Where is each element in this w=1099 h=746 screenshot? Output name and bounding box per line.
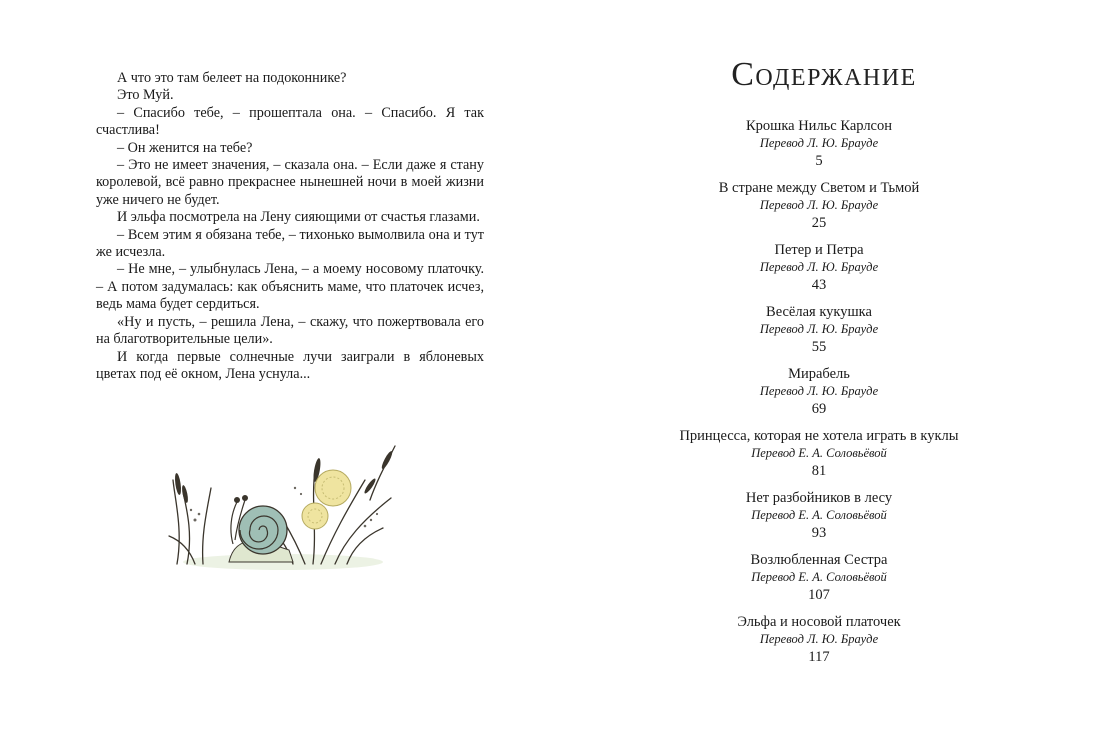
toc-entry-title: Нет разбойников в лесу [745, 490, 893, 506]
toc-entry-page-number: 55 [811, 339, 827, 355]
toc-entry[interactable] [589, 365, 1049, 427]
toc-entry-title: Эльфа и носовой платочек [737, 614, 901, 630]
toc-entry-title: Петер и Петра [774, 242, 864, 258]
toc-title: Содержание [731, 56, 917, 93]
toc-entry-translator: Перевод Л. Ю. Брауде [759, 632, 879, 646]
story-paragraph: – Всем этим я обязана тебе, – тихонько вымолвила она и тут же исчезла. [96, 226, 484, 261]
toc-entry-title: Весёлая кукушка [766, 304, 872, 320]
toc-entry[interactable] [589, 303, 1049, 365]
toc-entry-title: Крошка Нильс Карлсон [745, 118, 893, 134]
toc-entry[interactable] [589, 427, 1049, 489]
toc-entry-translator: Перевод Л. Ю. Брауде [759, 136, 879, 150]
story-paragraph: – Не мне, – улыбнулась Лена, – а моему носовому платочку. – А потом задумалась: как объяснить маме, что платочек исчез, ведь мама будет сердиться. [96, 261, 484, 313]
story-paragraph: – Спасибо тебе, – прошептала она. – Спасибо. Я так счастлива! [96, 104, 484, 139]
story-paragraph: Это Муй. [117, 87, 174, 104]
toc-entry-translator: Перевод Л. Ю. Брауде [759, 198, 879, 212]
toc-entry-page-number: 81 [811, 463, 827, 479]
story-paragraph: – Это не имеет значения, – сказала она. – Если даже я стану королевой, всё равно прекраснее нынешней ночи в моей жизни уже ничего не будет. [96, 157, 484, 208]
toc-entry[interactable] [589, 551, 1049, 613]
right-page [549, 0, 1099, 746]
story-paragraph: – Он женится на тебе? [117, 139, 253, 156]
story-paragraph: А что это там белеет на подоконнике? [117, 70, 347, 86]
toc-entry[interactable] [589, 117, 1049, 179]
toc-entry-title: Мирабель [788, 366, 850, 382]
toc-entry-title: В стране между Светом и Тьмой [718, 180, 920, 196]
toc-entry-translator: Перевод Е. А. Соловьёвой [751, 446, 887, 460]
toc-list [589, 117, 1049, 675]
toc-entry-translator: Перевод Л. Ю. Брауде [759, 260, 879, 274]
toc-entry-translator: Перевод Л. Ю. Брауде [759, 322, 879, 336]
toc-entry-page-number: 5 [815, 153, 823, 169]
toc-entry-translator: Перевод Л. Ю. Брауде [759, 384, 879, 398]
toc-entry-translator: Перевод Е. А. Соловьёвой [751, 508, 887, 522]
toc-entry-page-number: 117 [808, 649, 830, 665]
toc-entry[interactable] [589, 179, 1049, 241]
toc-entry[interactable] [589, 489, 1049, 551]
toc-entry-page-number: 43 [811, 277, 827, 293]
toc-entry-title: Возлюбленная Сестра [750, 552, 888, 568]
toc-entry-page-number: 107 [808, 587, 830, 603]
toc-entry-page-number: 69 [811, 401, 827, 417]
toc-entry-page-number: 93 [811, 525, 827, 541]
toc-entry-translator: Перевод Е. А. Соловьёвой [751, 570, 887, 584]
toc-entry[interactable] [589, 241, 1049, 303]
story-paragraph: И эльфа посмотрела на Лену сияющими от счастья глазами. [117, 209, 480, 226]
toc-entry[interactable] [589, 613, 1049, 675]
story-paragraph: И когда первые солнечные лучи заиграли в яблоневых цветах под её окном, Лена уснула... [96, 348, 484, 382]
toc-entry-page-number: 25 [811, 215, 827, 231]
story-text [96, 70, 484, 383]
story-paragraph: «Ну и пусть, – решила Лена, – скажу, что пожертвовала его на благотворительные цели». [96, 313, 484, 348]
left-page [0, 0, 549, 746]
snail-flowers-illustration [165, 440, 400, 580]
toc-entry-title: Принцесса, которая не хотела играть в куклы [679, 428, 959, 444]
